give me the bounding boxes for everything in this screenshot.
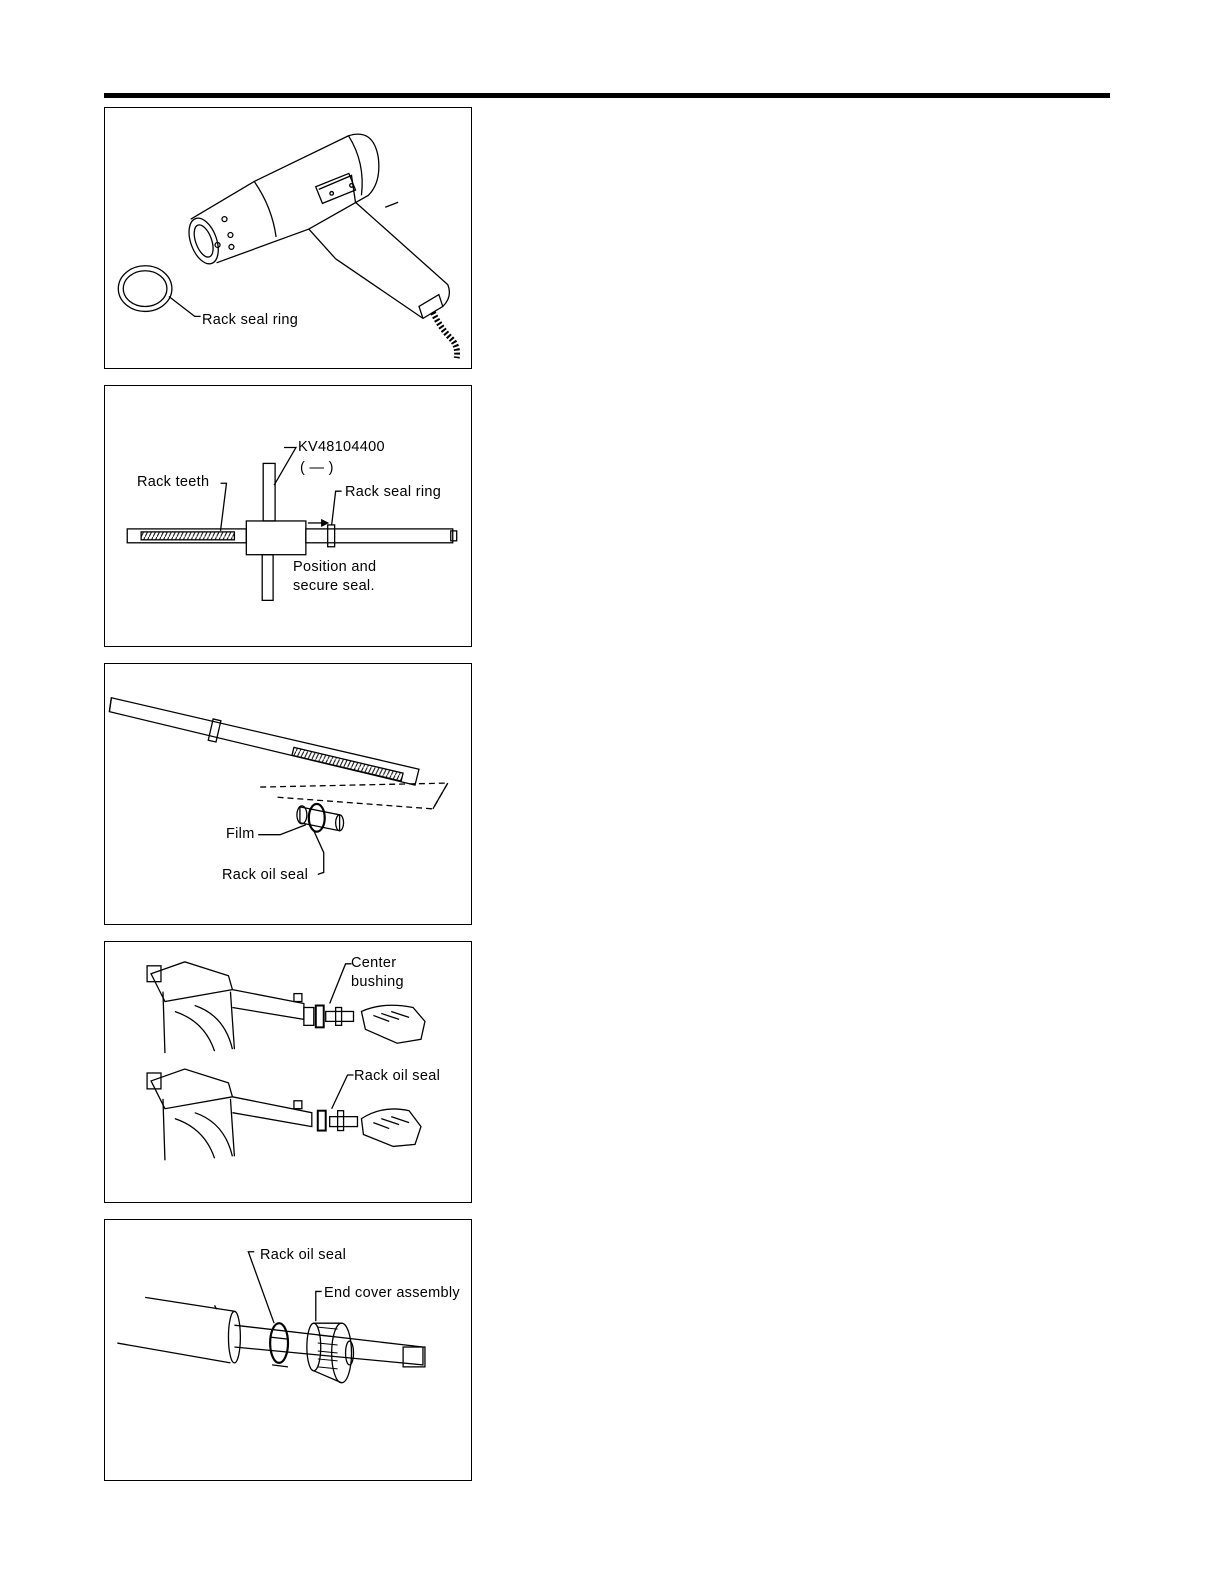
label-film: Film xyxy=(226,826,255,842)
label-rack-oil-seal: Rack oil seal xyxy=(260,1247,347,1263)
figure-rack-seal-tool xyxy=(104,385,472,647)
label-note-line2: secure seal. xyxy=(293,578,375,594)
figure-film-oil-seal xyxy=(104,663,472,925)
label-rack-seal-ring: Rack seal ring xyxy=(345,484,442,500)
label-rack-oil-seal: Rack oil seal xyxy=(354,1068,441,1084)
rack-tool-illustration xyxy=(105,386,471,646)
label-tool-paren: ( — ) xyxy=(300,460,334,476)
figure-center-bushing xyxy=(104,941,472,1203)
label-end-cover: End cover assembly xyxy=(324,1285,460,1301)
label-center-line2: bushing xyxy=(351,974,404,990)
header-rule xyxy=(104,93,1110,98)
label-rack-oil-seal: Rack oil seal xyxy=(222,867,309,883)
label-rack-teeth: Rack teeth xyxy=(137,474,210,490)
figure-end-cover xyxy=(104,1219,472,1481)
film-oil-seal-illustration xyxy=(105,664,471,924)
label-tool-number: KV48104400 xyxy=(298,439,385,455)
label-rack-seal-ring: Rack seal ring xyxy=(202,312,299,328)
figure-heat-gun xyxy=(104,107,472,369)
label-center-line1: Center xyxy=(351,955,397,971)
label-note-line1: Position and xyxy=(293,559,377,575)
